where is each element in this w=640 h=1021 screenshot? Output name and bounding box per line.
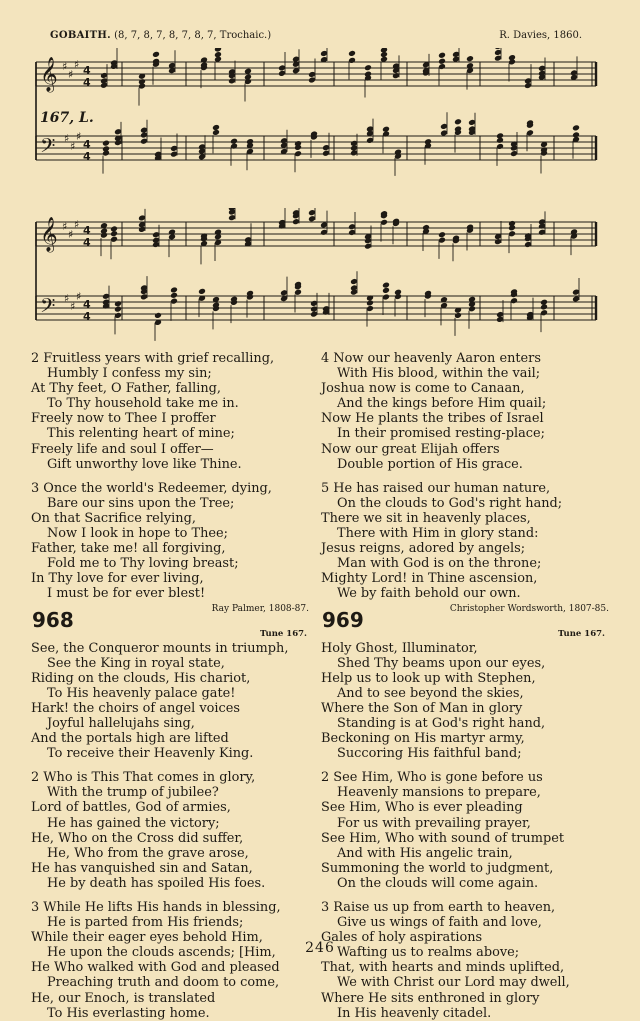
verse-line: With His blood, within the vail;: [337, 366, 541, 382]
note-head: [114, 300, 122, 307]
verse-line: Lord of battles, God of armies,: [31, 800, 231, 816]
note-head: [114, 306, 122, 313]
stanza: [31, 351, 321, 472]
time-signature-icon: 4: [83, 64, 91, 77]
verse-line: Standing is at God's right hand,: [337, 715, 546, 731]
hymn-tune-number: 167, L.: [40, 110, 94, 126]
note-head: [508, 54, 516, 61]
verse-line: Now I look in hope to Thee;: [47, 526, 229, 542]
note-head: [454, 312, 462, 319]
note-head: [382, 126, 390, 133]
stanza-gap: [31, 891, 321, 900]
verse-line: We by faith behold our own.: [337, 586, 521, 602]
note-head: [102, 145, 110, 152]
note-head: [102, 140, 110, 147]
sharp-icon: ♯: [64, 132, 70, 145]
stanza-gap: [321, 761, 611, 770]
note-head: [438, 52, 446, 59]
verse-line: See Him, Who is ever pleading: [321, 800, 523, 816]
verse-line: Bare our sins upon the Tree;: [47, 495, 235, 511]
verse-line: And the portals high are lifted: [31, 731, 229, 747]
verse-line: To Thy household take me in.: [47, 396, 239, 412]
verse-line: At Thy feet, O Father, falling,: [31, 381, 221, 397]
note-head: [394, 149, 402, 156]
note-head: [138, 78, 146, 85]
verse-line: He has gained the victory;: [47, 815, 220, 831]
verse-line: Gales of holy aspirations: [321, 930, 483, 946]
page-number: 246: [305, 940, 335, 956]
stanza: [321, 900, 611, 1021]
stanza: [321, 351, 611, 472]
verse-line: On the clouds will come again.: [337, 875, 539, 891]
verse-line: This relenting heart of mine;: [47, 426, 235, 442]
note-head: [366, 294, 374, 301]
note-head: [154, 312, 162, 319]
verse-line: He by death has spoiled His foes.: [47, 875, 266, 891]
verse-line: Mighty Lord! in Thine ascension,: [321, 571, 538, 587]
stanza-gap: [321, 891, 611, 900]
verse-line: Now our great Elijah offers: [321, 441, 500, 457]
stanza-gap: [31, 472, 321, 481]
note-head: [230, 138, 238, 145]
verse-line: On the clouds to God's right hand;: [337, 495, 563, 511]
verse-line: Wafting us to realms above;: [337, 945, 520, 961]
verse-line: There we sit in heavenly places,: [321, 510, 531, 526]
verse-line: He, Who on the Cross did suffer,: [31, 830, 244, 846]
verse-line: While their eager eyes behold Him,: [31, 930, 263, 946]
verse-line: Beckoning on His martyr army,: [321, 731, 525, 747]
verse-line: Shed Thy beams upon our eyes,: [337, 655, 546, 671]
sharp-icon: ♯: [74, 218, 80, 231]
stanza: [31, 481, 321, 602]
note-head: [466, 55, 474, 62]
verse-line: With the trump of jubilee?: [47, 785, 219, 801]
hymn-969-stanzas: [321, 641, 611, 1021]
music-system-2: [34, 208, 600, 350]
music-system-1: [34, 48, 600, 190]
verse-line: Succoring His faithful band;: [337, 746, 522, 762]
verse-line: 3 While He lifts His hands in blessing,: [31, 900, 281, 915]
verse-line: Father, take me! all forgiving,: [31, 541, 226, 557]
note-head: [382, 287, 390, 294]
hymn-attribution: Christopher Wordsworth, 1807-85.: [449, 603, 609, 614]
note-head: [212, 124, 220, 131]
tune-meter: (8, 7, 8, 7, 8, 7, 8, 7, Trochaic.): [114, 30, 272, 41]
left-column: [31, 351, 321, 1021]
hymn-attribution: Ray Palmer, 1808-87.: [211, 603, 309, 614]
verse-line: Riding on the clouds, His chariot,: [31, 670, 251, 686]
tune-header: [0, 30, 640, 46]
right-column: [321, 351, 611, 1021]
hymn-968-stanzas: [31, 641, 321, 1021]
verse-line: For us with prevailing prayer,: [337, 815, 531, 831]
sharp-icon: ♯: [62, 60, 68, 73]
verse-line: In His heavenly citadel.: [337, 1005, 492, 1021]
verse-line: Joshua now is come to Canaan,: [321, 381, 525, 397]
verse-line: Hark! the choirs of angel voices: [31, 700, 241, 716]
verse-line: Holy Ghost, Illuminator,: [321, 640, 478, 656]
hymn-4-stanzas: [321, 351, 611, 602]
verse-line: And with His angelic train,: [337, 845, 513, 861]
sharp-icon: ♯: [62, 220, 68, 233]
verse-line: Help us to look up with Stephen,: [321, 670, 536, 686]
verse-line: 2 Who is This That comes in glory,: [31, 770, 256, 786]
verse-line: We with Christ our Lord may dwell,: [337, 975, 570, 991]
note-head: [244, 74, 252, 81]
treble-clef-icon: 𝄞: [40, 57, 58, 92]
verse-line: That, with hearts and minds uplifted,: [321, 960, 565, 976]
verse-line: He has vanquished sin and Satan,: [31, 860, 253, 876]
hymn-167-stanzas: [31, 351, 321, 602]
tune-name: GOBAITH.: [50, 30, 111, 41]
stanza: [321, 641, 611, 762]
verse-line: 3 Once the world's Redeemer, dying,: [31, 480, 272, 496]
verse-line: In their promised resting-place;: [337, 426, 545, 442]
verse-line: Summoning the world to judgment,: [321, 860, 554, 876]
time-signature-icon: 4: [83, 150, 91, 163]
verse-line: Give us wings of faith and love,: [337, 915, 542, 931]
verse-line: See, the Conqueror mounts in triumph,: [31, 640, 289, 656]
note-head: [454, 118, 462, 125]
stanza: [31, 770, 321, 891]
note-head: [198, 288, 206, 295]
verse-line: He upon the clouds ascends; [Him,: [47, 945, 276, 961]
note-head: [508, 220, 516, 227]
verse-line: See Him, Who with sound of trumpet: [321, 830, 565, 846]
music-notation-2: [34, 208, 600, 350]
note-head: [382, 282, 390, 289]
verse-line: On that Sacrifice relying,: [31, 510, 196, 526]
verse-line: Joyful hallelujahs sing,: [47, 715, 195, 731]
note-head: [438, 231, 446, 238]
verse-line: Double portion of His grace.: [337, 456, 523, 472]
verse-line: To His everlasting home.: [47, 1005, 210, 1021]
stanza: [31, 641, 321, 762]
stanza: [321, 770, 611, 891]
stanza-gap: [31, 761, 321, 770]
verse-line: And to see beyond the skies,: [337, 685, 524, 701]
hymn-number: 969: [322, 607, 364, 632]
note-head: [110, 225, 118, 232]
note-head: [170, 286, 178, 293]
time-signature-icon: 4: [83, 310, 91, 323]
verse-line: 3 Raise us up from earth to heaven,: [321, 900, 556, 915]
note-head: [394, 289, 402, 296]
note-head: [100, 228, 108, 235]
time-signature-icon: 4: [83, 76, 91, 89]
time-signature-icon: 4: [83, 224, 91, 237]
sharp-icon: ♯: [68, 228, 74, 241]
verse-line: Where He sits enthroned in glory: [321, 990, 540, 1006]
verse-line: Man with God is on the throne;: [337, 556, 542, 572]
tune-info: [50, 30, 271, 41]
note-head: [168, 229, 176, 236]
sharp-icon: ♯: [76, 290, 82, 303]
verse-line: To receive their Heavenly King.: [47, 746, 254, 762]
note-head: [438, 58, 446, 65]
note-head: [572, 124, 580, 131]
verse-line: 5 He has raised our human nature,: [321, 480, 551, 496]
verse-line: To His heavenly palace gate!: [47, 685, 236, 701]
sharp-icon: ♯: [64, 292, 70, 305]
tune-composer: R. Davies, 1860.: [499, 30, 582, 41]
tune-reference: Tune 167.: [558, 628, 605, 639]
verse-line: Where the Son of Man in glory: [321, 700, 523, 716]
note-head: [348, 50, 356, 57]
note-head: [152, 51, 160, 58]
verse-line: I must be for ever blest!: [47, 586, 206, 602]
verse-line: Heavenly mansions to prepare,: [337, 785, 541, 801]
sharp-icon: ♯: [68, 68, 74, 81]
verse-line: He, Who from the grave arose,: [47, 845, 249, 861]
verse-line: Preaching truth and doom to come,: [47, 975, 280, 991]
sharp-icon: ♯: [70, 300, 76, 313]
sharp-icon: ♯: [76, 130, 82, 143]
bass-clef-icon: 𝄢: [40, 294, 56, 322]
time-signature-icon: 4: [83, 298, 91, 311]
verse-line: 4 Now our heavenly Aaron enters: [321, 351, 541, 366]
verse-line: Now He plants the tribes of Israel: [321, 411, 544, 427]
stanza: [31, 900, 321, 1021]
verse-line: 2 Fruitless years with grief recalling,: [31, 351, 275, 366]
note-head: [214, 229, 222, 236]
verse-line: He is parted from His friends;: [47, 915, 244, 931]
verse-line: Gift unworthy love like Thine.: [47, 456, 242, 472]
stanza: [321, 481, 611, 602]
verse-line: Freely life and soul I offer—: [31, 441, 214, 457]
stanza-gap: [321, 472, 611, 481]
note-head: [540, 299, 548, 306]
time-signature-icon: 4: [83, 138, 91, 151]
verse-line: 2 See Him, Who is gone before us: [321, 770, 543, 786]
note-head: [214, 48, 222, 52]
verse-line: Fold me to Thy loving breast;: [47, 556, 239, 572]
verse-line: Jesus reigns, adored by angels;: [321, 541, 526, 557]
music-notation-1: [34, 48, 600, 190]
verse-line: He Who walked with God and pleased: [31, 960, 280, 976]
note-head: [364, 64, 372, 71]
tune-reference: Tune 167.: [260, 628, 307, 639]
sharp-icon: ♯: [70, 140, 76, 153]
bass-clef-icon: 𝄢: [40, 134, 56, 162]
sharp-icon: ♯: [74, 58, 80, 71]
verse-line: Freely now to Thee I proffer: [31, 411, 216, 427]
note-head: [170, 292, 178, 299]
note-head: [366, 299, 374, 306]
time-signature-icon: 4: [83, 236, 91, 249]
note-head: [496, 132, 504, 139]
hymn-number: 968: [32, 607, 74, 632]
verse-line: He, our Enoch, is translated: [31, 990, 216, 1006]
verse-line: There with Him in glory stand:: [337, 526, 539, 542]
note-head: [572, 131, 580, 138]
verse-line: In Thy love for ever living,: [31, 571, 204, 587]
verse-line: See the King in royal state,: [47, 655, 225, 671]
treble-clef-icon: 𝄞: [40, 217, 58, 252]
verse-line: And the kings before Him quail;: [337, 396, 547, 412]
note-head: [214, 51, 222, 58]
verse-line: Humbly I confess my sin;: [47, 366, 212, 382]
